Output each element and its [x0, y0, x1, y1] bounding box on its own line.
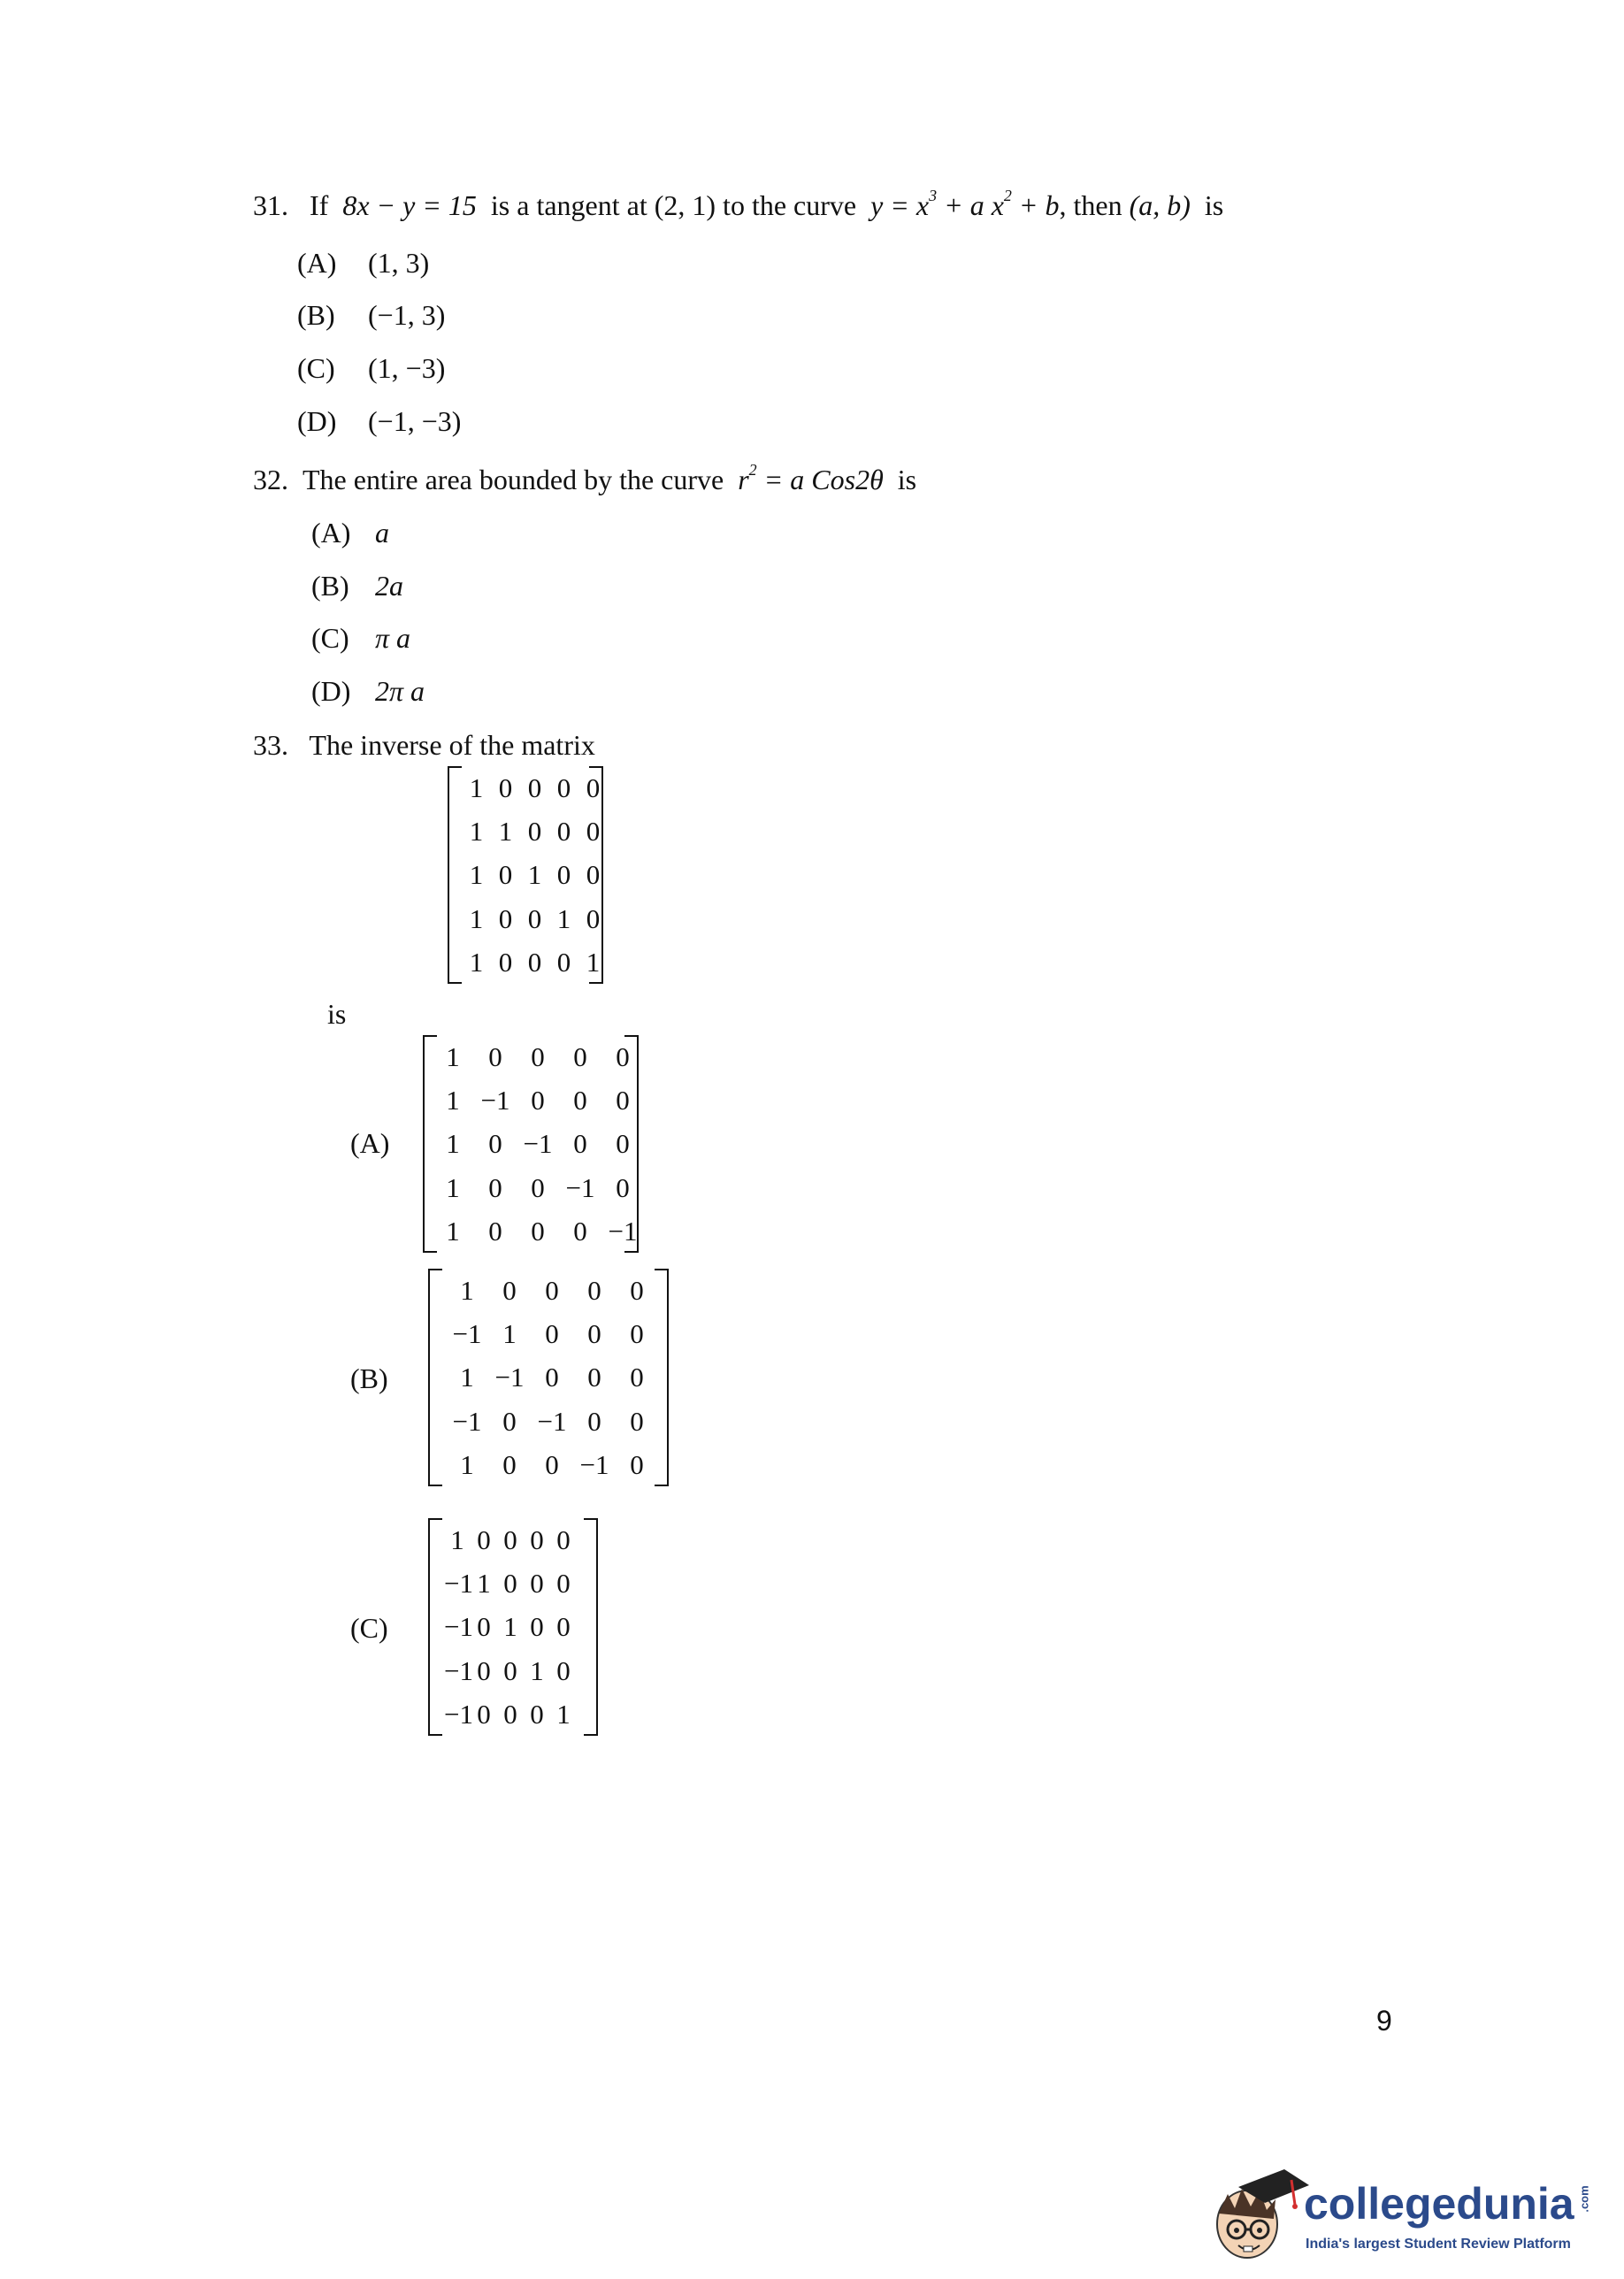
matrix-cell: 0 [477, 1654, 491, 1686]
q32-option-b: (B) 2a [311, 570, 403, 602]
matrix-cell: 0 [545, 1362, 559, 1393]
matrix-cell: 0 [531, 1085, 545, 1116]
matrix-cell: 0 [556, 816, 571, 848]
matrix-cell: −1 [452, 1405, 482, 1437]
matrix-cell: 0 [488, 1171, 502, 1203]
matrix-cell: 0 [556, 859, 571, 891]
question-text: The entire area bounded by the curve [303, 464, 724, 495]
matrix-cell: 1 [460, 1362, 474, 1393]
matrix-cell: 0 [630, 1318, 644, 1350]
matrix-cell: 0 [488, 1128, 502, 1160]
matrix-row [430, 1312, 667, 1355]
matrix-cell: 0 [616, 1085, 630, 1116]
matrix-row [430, 1443, 667, 1486]
matrix-cell: 0 [556, 1611, 571, 1643]
matrix-row [430, 1269, 667, 1312]
matrix-cell: 1 [446, 1128, 460, 1160]
matrix-cell: 0 [488, 1215, 502, 1247]
matrix-cell: −1 [480, 1085, 510, 1116]
q32-option-d: (D) 2π a [311, 675, 425, 707]
matrix-cell: 1 [469, 772, 484, 803]
matrix-cell: 1 [477, 1568, 491, 1600]
matrix-cell: 0 [530, 1524, 544, 1555]
matrix-cell: −1 [444, 1568, 473, 1600]
matrix-cell: 1 [469, 946, 484, 978]
matrix-cell: 0 [556, 1524, 571, 1555]
matrix-option-b [428, 1269, 669, 1486]
matrix-cell: 0 [630, 1405, 644, 1437]
matrix-cell: −1 [523, 1128, 553, 1160]
matrix-cell: 0 [545, 1318, 559, 1350]
matrix-cell: 0 [527, 946, 542, 978]
matrix-row [430, 1355, 667, 1399]
matrix-cell: 0 [531, 1041, 545, 1072]
collegedunia-logo [1203, 2162, 1591, 2268]
matrix-cell: 0 [573, 1085, 587, 1116]
question-text: The inverse of the matrix [309, 729, 595, 761]
matrix-row [430, 1400, 667, 1443]
matrix-cell: 0 [545, 1275, 559, 1306]
q31-option-d: (D) (−1, −3) [297, 405, 462, 437]
equation-curve: $y = x^3 + a$ $x^2 + b$ [870, 187, 1060, 221]
matrix-cell: 0 [502, 1405, 517, 1437]
matrix-row [425, 1166, 637, 1209]
matrix-cell: 1 [469, 902, 484, 934]
matrix-cell: 1 [446, 1171, 460, 1203]
matrix-row [449, 810, 601, 853]
equation-tangent: 8x − y = 15 [342, 189, 477, 221]
question-text: If [310, 189, 329, 221]
mascot-icon [1203, 2162, 1318, 2268]
matrix-cell: −1 [444, 1611, 473, 1643]
matrix-cell: 0 [586, 902, 601, 934]
matrix-cell: −1 [608, 1215, 638, 1247]
q33-option-a-label: (A) [350, 1127, 390, 1159]
matrix-cell: 0 [587, 1405, 601, 1437]
q32-option-c: (C) π a [311, 622, 411, 654]
matrix-cell: 1 [469, 859, 484, 891]
matrix-row [430, 1692, 596, 1736]
matrix-cell: 0 [586, 816, 601, 848]
matrix-cell: 0 [477, 1698, 491, 1730]
question-text: is [897, 464, 917, 495]
matrix-cell: 0 [545, 1448, 559, 1480]
matrix-cell: 0 [616, 1041, 630, 1072]
matrix-cell: 1 [446, 1215, 460, 1247]
q32-option-a: (A) a [311, 517, 389, 549]
matrix-cell: 0 [556, 772, 571, 803]
matrix-row [430, 1605, 596, 1648]
matrix-option-a [423, 1035, 639, 1253]
matrix-cell: 0 [530, 1698, 544, 1730]
logo-wordmark: collegedunia .com [1304, 2179, 1591, 2229]
q33-option-b-label: (B) [350, 1362, 388, 1394]
matrix-cell: 1 [527, 859, 542, 891]
matrix-row [430, 1649, 596, 1692]
matrix-cell: 0 [573, 1041, 587, 1072]
matrix-cell: 0 [503, 1524, 517, 1555]
matrix-option-c [428, 1518, 598, 1736]
matrix-cell: 0 [630, 1448, 644, 1480]
matrix-cell: −1 [452, 1318, 482, 1350]
matrix-cell: 0 [531, 1215, 545, 1247]
matrix-cell: 0 [556, 946, 571, 978]
matrix-cell: 0 [502, 1275, 517, 1306]
matrix-cell: 1 [450, 1524, 464, 1555]
matrix-cell: 1 [446, 1041, 460, 1072]
matrix-cell: 0 [630, 1362, 644, 1393]
matrix-row [425, 1122, 637, 1165]
matrix-cell: 0 [586, 772, 601, 803]
matrix-cell: 1 [502, 1318, 517, 1350]
matrix-row [425, 1209, 637, 1253]
page-number: 9 [1376, 2005, 1392, 2037]
matrix-cell: 0 [630, 1275, 644, 1306]
matrix-row [425, 1035, 637, 1078]
matrix-cell: 0 [498, 946, 513, 978]
matrix-cell: 1 [556, 902, 571, 934]
matrix-cell: 1 [556, 1698, 571, 1730]
question-32 [253, 462, 916, 497]
matrix-cell: 0 [586, 859, 601, 891]
question-number: 32. [253, 464, 288, 495]
matrix-row [430, 1562, 596, 1605]
q31-option-c: (C) (1, −3) [297, 352, 446, 384]
matrix-cell: 0 [556, 1568, 571, 1600]
matrix-cell: 0 [502, 1448, 517, 1480]
answer-variable: (a, b) [1129, 189, 1191, 221]
matrix-cell: 0 [477, 1524, 491, 1555]
matrix-cell: 0 [573, 1215, 587, 1247]
matrix-cell: 0 [587, 1275, 601, 1306]
matrix-cell: 1 [460, 1448, 474, 1480]
matrix-cell: 1 [446, 1085, 460, 1116]
matrix-cell: 0 [530, 1611, 544, 1643]
matrix-cell: −1 [494, 1362, 525, 1393]
q33-option-c-label: (C) [350, 1612, 388, 1644]
matrix-cell: −1 [565, 1171, 595, 1203]
q31-option-b: (B) (−1, 3) [297, 299, 446, 331]
matrix-cell: 0 [527, 816, 542, 848]
matrix-cell: 0 [498, 859, 513, 891]
matrix-row [449, 897, 601, 940]
question-text: is [1204, 189, 1224, 221]
equation-curve: $r^2 = a$ Cos2θ [738, 461, 884, 495]
matrix-row [449, 940, 601, 984]
matrix-cell: 0 [503, 1698, 517, 1730]
question-number: 31. [253, 189, 288, 221]
matrix-cell: 1 [469, 816, 484, 848]
matrix-given [448, 766, 603, 984]
matrix-row [449, 766, 601, 810]
matrix-cell: 0 [527, 772, 542, 803]
matrix-cell: 0 [477, 1611, 491, 1643]
matrix-cell: 1 [460, 1275, 474, 1306]
matrix-cell: 0 [503, 1568, 517, 1600]
matrix-cell: 0 [556, 1654, 571, 1686]
matrix-cell: 0 [530, 1568, 544, 1600]
question-31 [253, 188, 1223, 223]
matrix-cell: 0 [573, 1128, 587, 1160]
matrix-row [425, 1078, 637, 1122]
q31-option-a: (A) (1, 3) [297, 247, 430, 279]
matrix-cell: 0 [503, 1654, 517, 1686]
matrix-cell: 0 [527, 902, 542, 934]
question-text-is: is [327, 998, 347, 1030]
matrix-row [430, 1518, 596, 1562]
matrix-cell: 1 [530, 1654, 544, 1686]
question-text: , then [1059, 189, 1122, 221]
matrix-cell: 0 [616, 1128, 630, 1160]
logo-tagline: India's largest Student Review Platform [1306, 2237, 1571, 2252]
matrix-cell: 1 [498, 816, 513, 848]
matrix-cell: 0 [587, 1318, 601, 1350]
matrix-cell: 0 [587, 1362, 601, 1393]
matrix-cell: 0 [616, 1171, 630, 1203]
matrix-cell: 0 [498, 772, 513, 803]
question-number: 33. [253, 729, 288, 761]
matrix-cell: 0 [488, 1041, 502, 1072]
question-text: is a tangent at (2, 1) to the curve [490, 189, 857, 221]
matrix-row [449, 853, 601, 896]
matrix-cell: 1 [503, 1611, 517, 1643]
question-33 [253, 727, 595, 763]
matrix-cell: −1 [444, 1654, 473, 1686]
matrix-cell: 1 [586, 946, 601, 978]
matrix-cell: 0 [531, 1171, 545, 1203]
matrix-cell: 0 [498, 902, 513, 934]
matrix-cell: −1 [537, 1405, 567, 1437]
matrix-cell: −1 [444, 1698, 473, 1730]
matrix-cell: −1 [579, 1448, 609, 1480]
